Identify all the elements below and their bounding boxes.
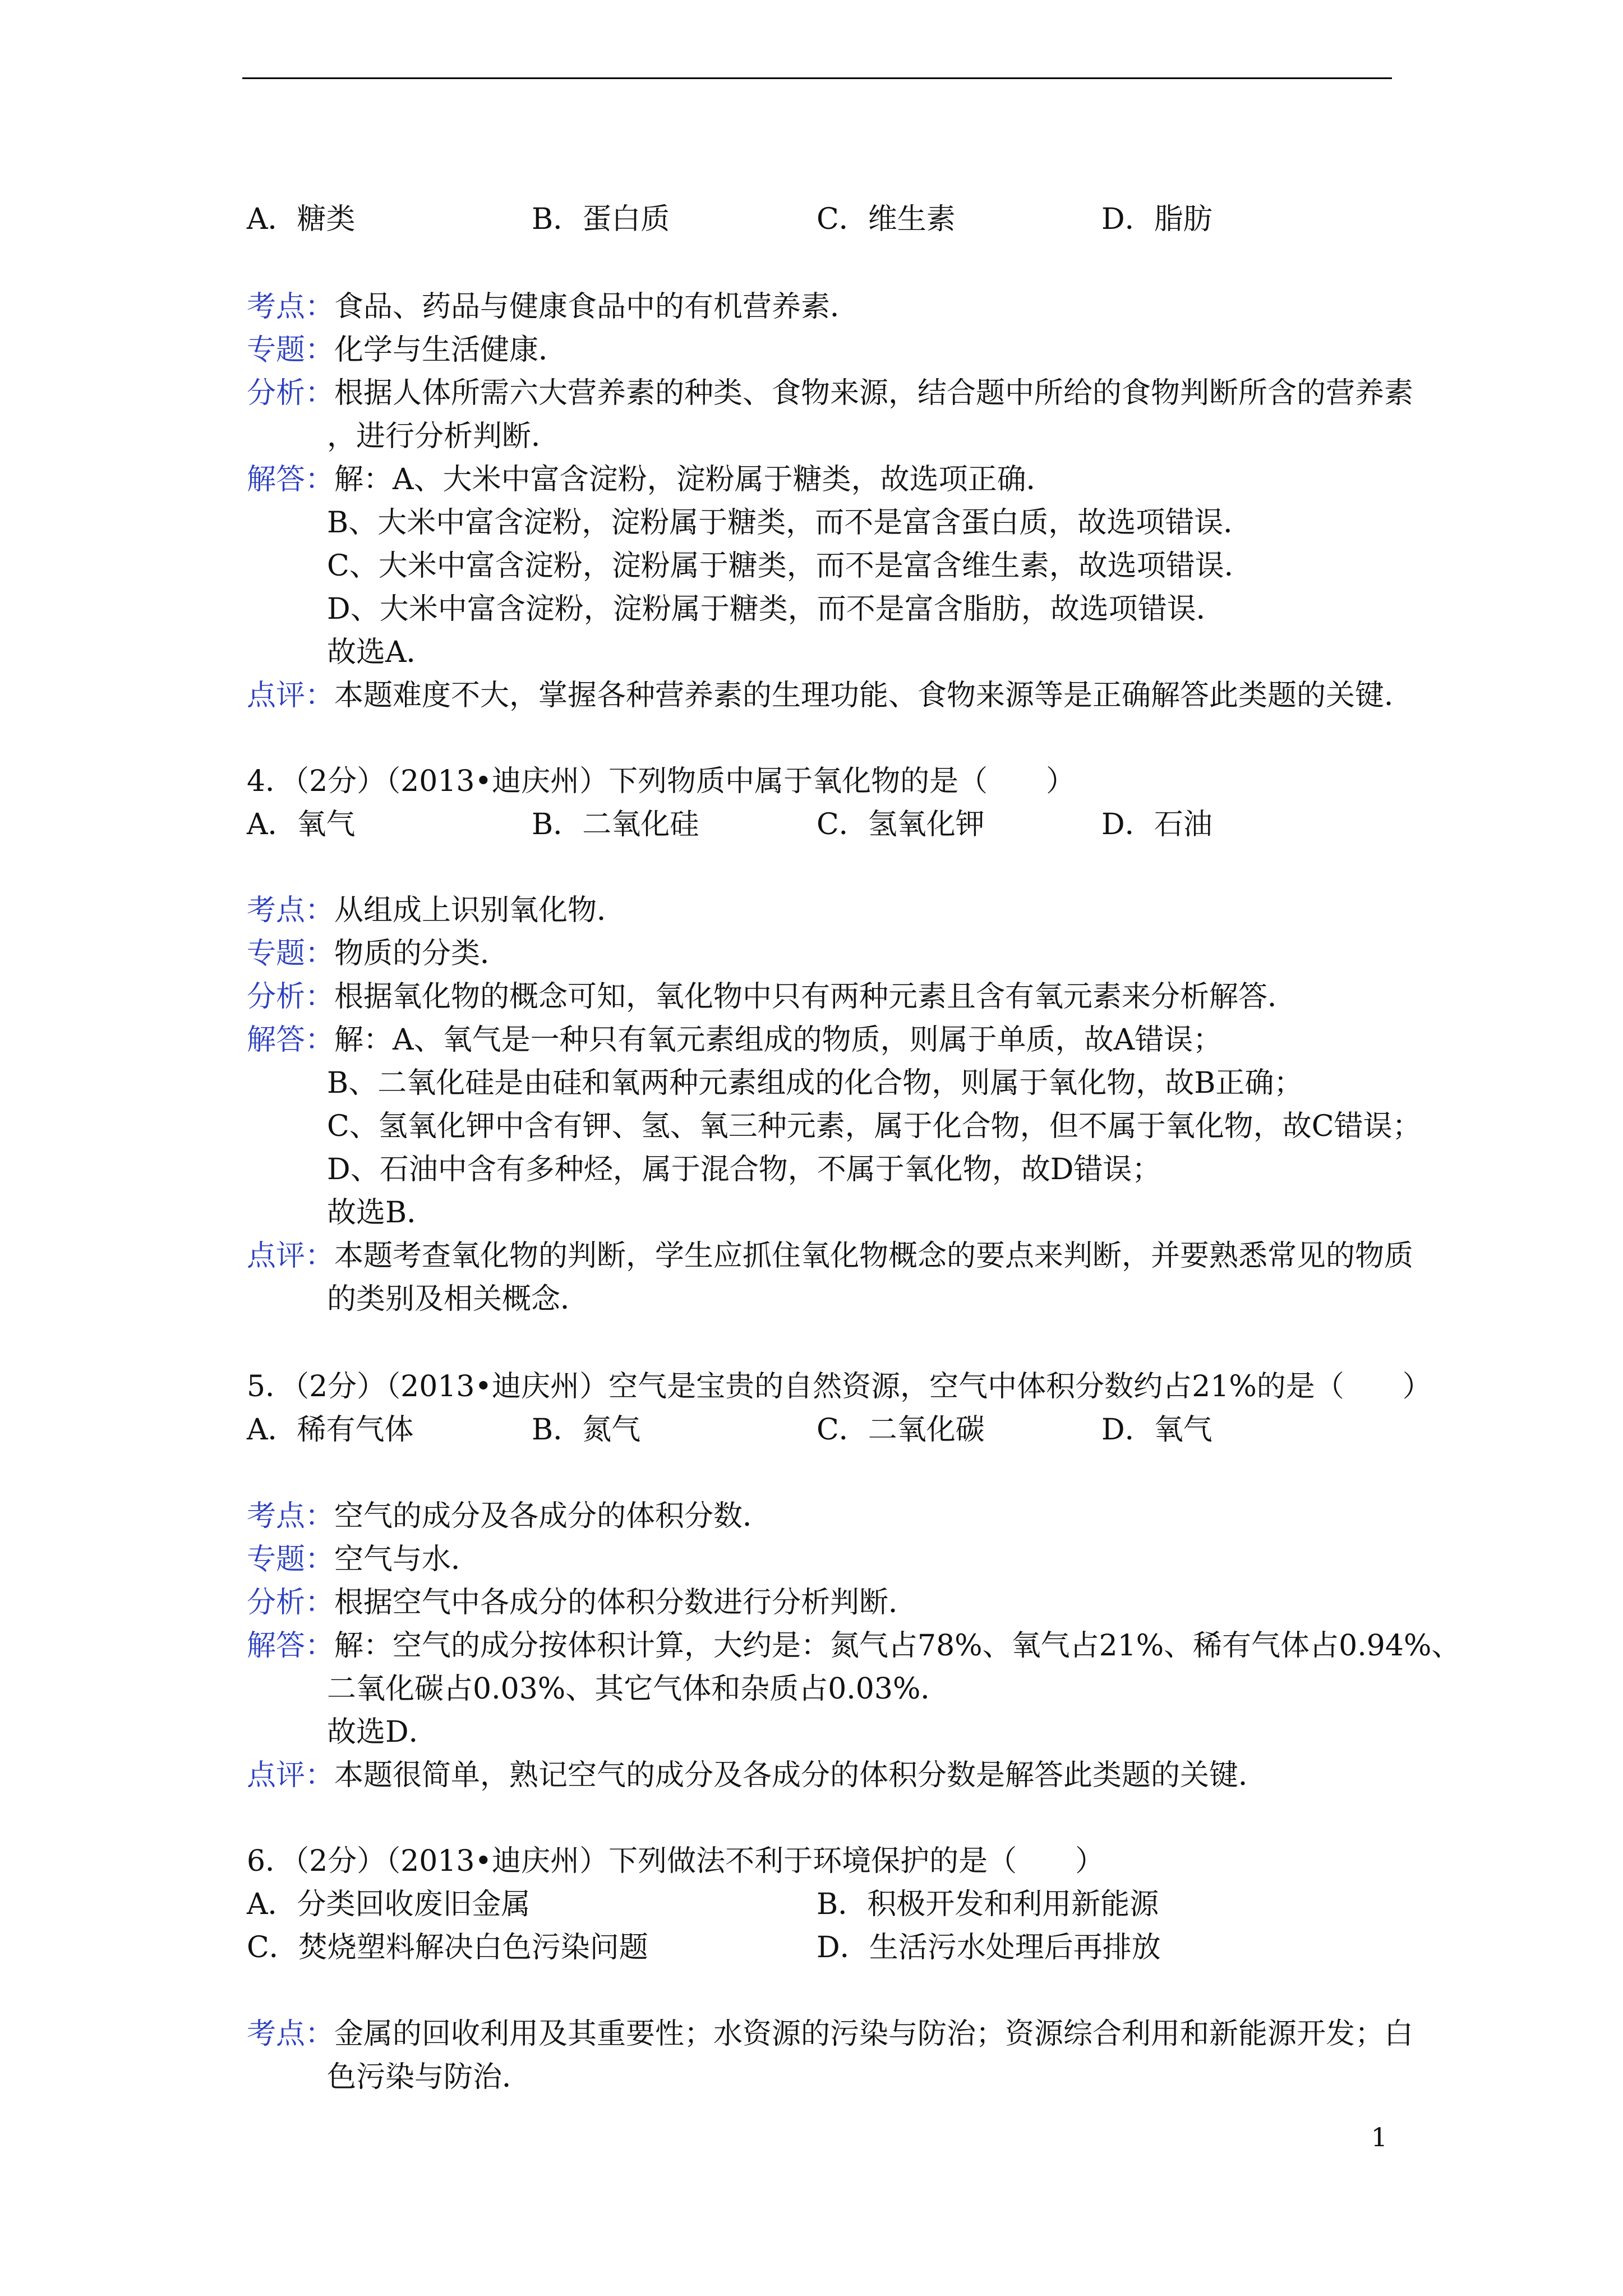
- q5-jieda-text: 解：空气的成分按体积计算，大约是：氮气占78%、氧气占21%、稀有气体占0.94%、: [334, 1629, 1461, 1663]
- dianping-label: 点评：: [247, 1239, 335, 1273]
- q4-stem: 4．（2分）（2013•迪庆州）下列物质中属于氧化物的是（ ）: [247, 765, 1076, 798]
- q5-fenxi: [247, 1583, 917, 1622]
- fenxi-label: 分析：: [247, 980, 335, 1014]
- q4-jieda-b: B、二氧化硅是由硅和氧两种元素组成的化合物，则属于氧化物，故B正确；: [327, 1066, 1303, 1100]
- jieda-label: 解答：: [247, 463, 335, 496]
- q5-kaodian: [247, 1497, 772, 1536]
- q5-zhuanti: [247, 1540, 480, 1579]
- q4-option-b: B．二氧化硅: [532, 808, 699, 841]
- q4-dianping-cont: 的类别及相关概念．: [327, 1282, 590, 1316]
- q5-option-a: A．稀有气体: [247, 1413, 414, 1447]
- q4-zhuanti: [247, 934, 509, 973]
- q3-jieda-b: B、大米中富含淀粉，淀粉属于糖类，而不是富含蛋白质，故选项错误．: [327, 506, 1253, 540]
- q4-dianping: [247, 1236, 1413, 1276]
- q3-zhuanti: [247, 330, 568, 370]
- q5-kaodian-text: 空气的成分及各成分的体积分数．: [334, 1499, 772, 1533]
- q5-stem: 5．（2分）（2013•迪庆州）空气是宝贵的自然资源，空气中体积分数约占21%的是（ ）: [247, 1370, 1432, 1404]
- kaodian-label: 考点：: [247, 894, 335, 927]
- q6-option-a: A．分类回收废旧金属: [247, 1888, 531, 1921]
- q6-kaodian-cont: 色污染与防治．: [327, 2060, 532, 2094]
- dianping-label: 点评：: [247, 1759, 335, 1792]
- q4-option-a: A．氧气: [247, 808, 356, 841]
- q4-option-d: D．石油: [1101, 808, 1212, 841]
- q3-option-a: A．糖类: [247, 203, 356, 236]
- q4-zhuanti-text: 物质的分类．: [334, 937, 510, 970]
- q3-zhuanti-text: 化学与生活健康．: [334, 333, 568, 367]
- q3-kaodian-text: 食品、药品与健康食品中的有机营养素．: [334, 290, 860, 324]
- q6-option-b: B．积极开发和利用新能源: [817, 1888, 1159, 1921]
- jieda-label: 解答：: [247, 1023, 335, 1057]
- q3-jieda: [247, 460, 1055, 499]
- zhuanti-label: 专题：: [247, 1543, 335, 1576]
- fenxi-label: 分析：: [247, 1586, 335, 1619]
- q3-fenxi: [247, 374, 1413, 413]
- q5-option-b: B．氮气: [532, 1413, 641, 1447]
- q6-option-c: C．焚烧塑料解决白色污染问题: [247, 1931, 648, 1964]
- jieda-label: 解答：: [247, 1629, 335, 1663]
- q3-jieda-text: 解：A、大米中富含淀粉，淀粉属于糖类，故选项正确．: [334, 463, 1055, 496]
- q5-jieda: [247, 1626, 1460, 1665]
- q5-zhuanti-text: 空气与水．: [334, 1543, 481, 1576]
- page-number: 1: [1371, 2122, 1387, 2152]
- q5-option-d: D．氧气: [1101, 1413, 1212, 1447]
- q4-jieda-text: 解：A、氧气是一种只有氧元素组成的物质，则属于单质，故A错误；: [334, 1023, 1223, 1057]
- q5-jieda-cont: 二氧化碳占0.03%、其它气体和杂质占0.03%．: [327, 1672, 950, 1706]
- q5-option-c: C．二氧化碳: [817, 1413, 985, 1447]
- kaodian-label: 考点：: [247, 2017, 335, 2051]
- q3-option-c: C．维生素: [817, 203, 956, 236]
- q6-kaodian-text: 金属的回收利用及其重要性；水资源的污染与防治；资源综合利用和新能源开发；白: [334, 2017, 1414, 2051]
- q4-kaodian: [247, 891, 626, 930]
- q6-option-d: D．生活污水处理后再排放: [817, 1931, 1161, 1964]
- q3-fenxi-text: 根据人体所需六大营养素的种类、食物来源，结合题中所给的食物判断所含的营养素: [334, 376, 1414, 410]
- q3-fenxi-cont: ，进行分析判断．: [327, 420, 561, 453]
- q3-dianping-text: 本题难度不大，掌握各种营养素的生理功能、食物来源等是正确解答此类题的关键．: [334, 679, 1414, 712]
- q6-stem: 6．（2分）（2013•迪庆州）下列做法不利于环境保护的是（ ）: [247, 1844, 1105, 1878]
- q3-option-b: B．蛋白质: [532, 203, 670, 236]
- q4-jieda-c: C、氢氧化钾中含有钾、氢、氧三种元素，属于化合物，但不属于氧化物，故C错误；: [327, 1110, 1422, 1143]
- q3-kaodian: [247, 287, 859, 326]
- q3-jieda-answer: 故选A．: [327, 636, 436, 669]
- q5-dianping-text: 本题很简单，熟记空气的成分及各成分的体积分数是解答此类题的关键．: [334, 1759, 1268, 1792]
- q4-fenxi: [247, 977, 1297, 1016]
- fenxi-label: 分析：: [247, 376, 335, 410]
- q4-option-c: C．氢氧化钾: [817, 808, 985, 841]
- q4-jieda: [247, 1020, 1222, 1060]
- kaodian-label: 考点：: [247, 1499, 335, 1533]
- kaodian-label: 考点：: [247, 290, 335, 324]
- q3-option-d: D．脂肪: [1101, 203, 1212, 236]
- q5-dianping: [247, 1756, 1267, 1795]
- zhuanti-label: 专题：: [247, 937, 335, 970]
- header-rule: [242, 77, 1392, 79]
- q4-jieda-answer: 故选B．: [327, 1196, 436, 1230]
- q4-fenxi-text: 根据氧化物的概念可知，氧化物中只有两种元素且含有氧元素来分析解答．: [334, 980, 1297, 1014]
- q5-jieda-answer: 故选D．: [327, 1715, 438, 1749]
- q5-fenxi-text: 根据空气中各成分的体积分数进行分析判断．: [334, 1586, 918, 1619]
- q4-dianping-text: 本题考查氧化物的判断，学生应抓住氧化物概念的要点来判断，并要熟悉常见的物质: [334, 1239, 1414, 1273]
- dianping-label: 点评：: [247, 679, 335, 712]
- q3-jieda-c: C、大米中富含淀粉，淀粉属于糖类，而不是富含维生素，故选项错误．: [327, 549, 1253, 583]
- q4-kaodian-text: 从组成上识别氧化物．: [334, 894, 626, 927]
- zhuanti-label: 专题：: [247, 333, 335, 367]
- q3-dianping: [247, 676, 1413, 715]
- q6-kaodian: [247, 2014, 1413, 2054]
- q4-jieda-d: D、石油中含有多种烃，属于混合物，不属于氧化物，故D错误；: [327, 1153, 1161, 1186]
- q3-jieda-d: D、大米中富含淀粉，淀粉属于糖类，而不是富含脂肪，故选项错误．: [327, 592, 1225, 626]
